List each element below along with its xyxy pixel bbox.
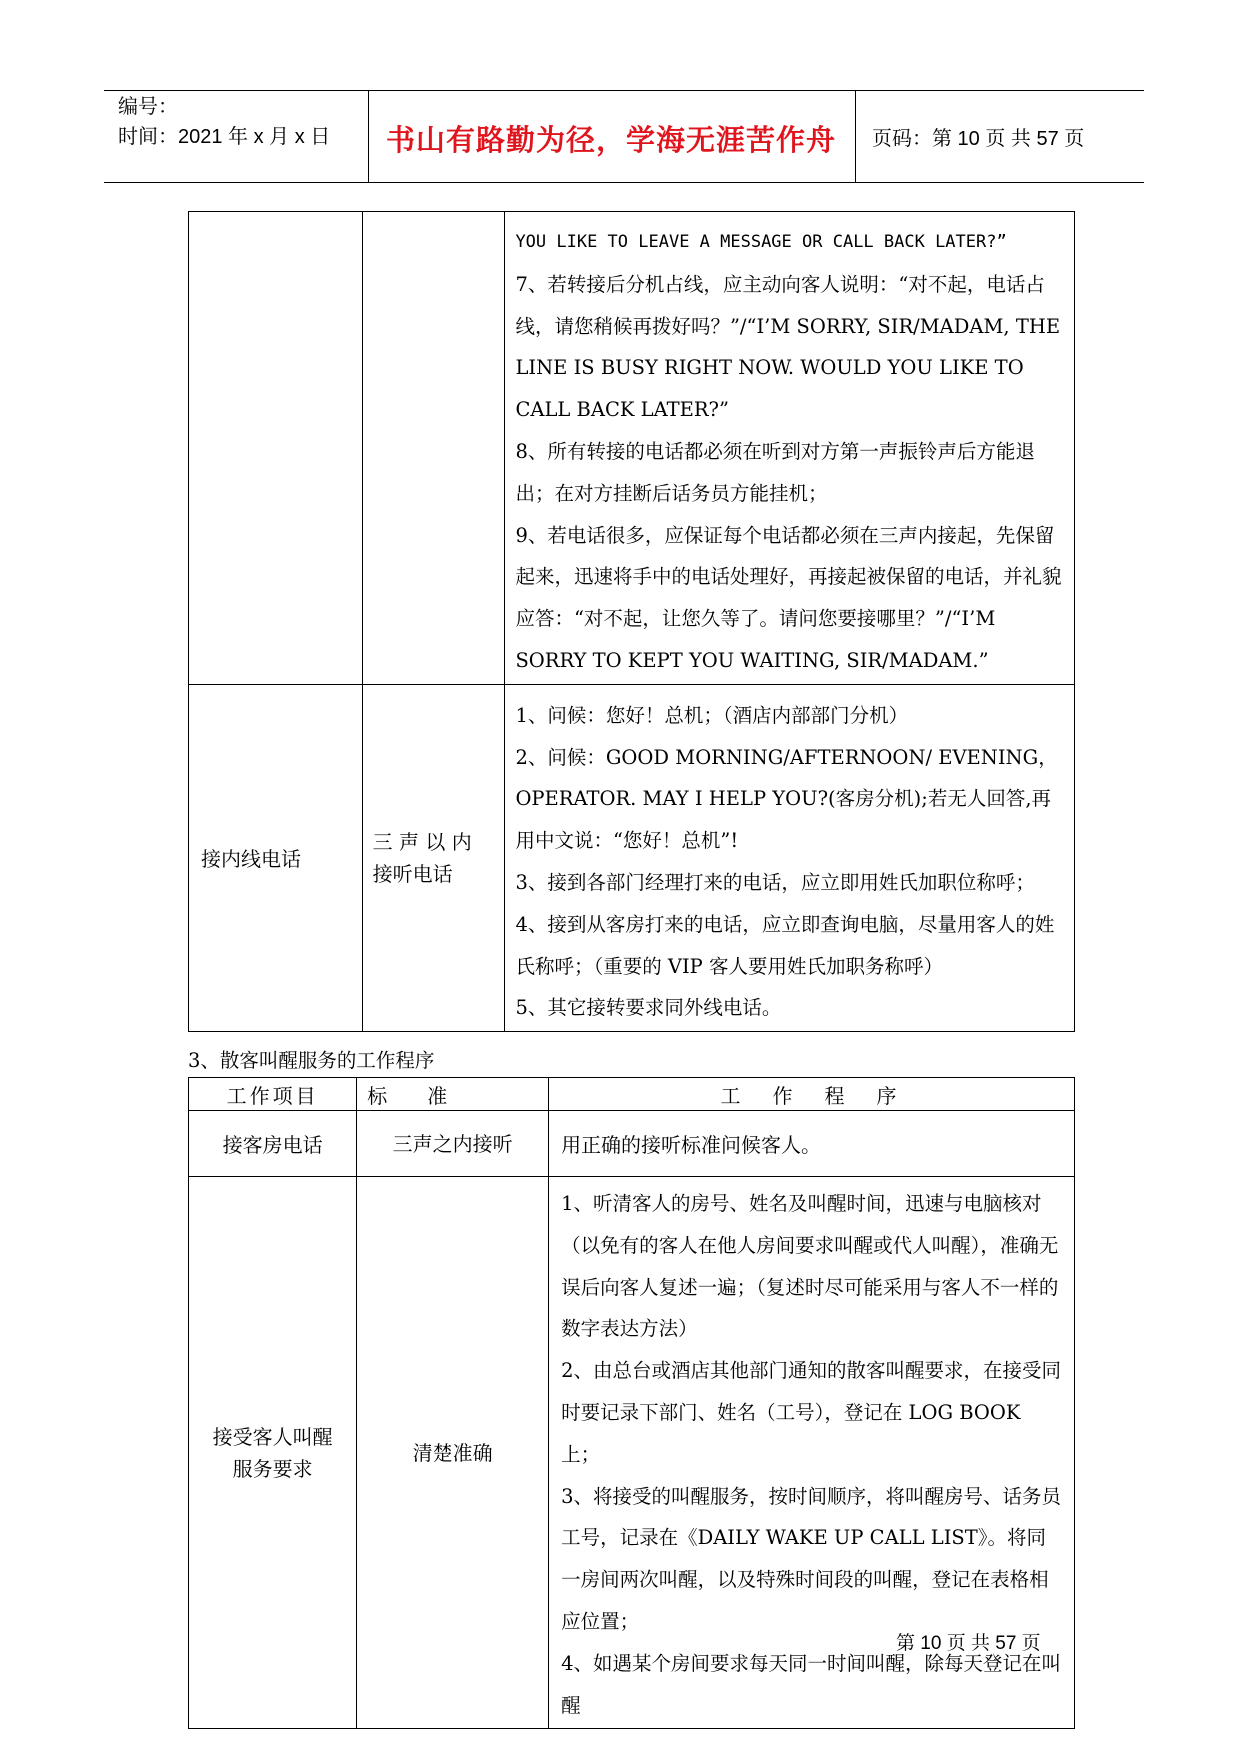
header-label: 标 准: [367, 1083, 448, 1108]
item-cell: [189, 212, 363, 685]
header-divider-right: [855, 90, 856, 182]
procedure-line: 8、所有转接的电话都必须在听到对方第一声振铃声后方能退出；在对方挂断后话务员方能挂机；: [515, 439, 1035, 505]
procedure-line: 9、若电话很多，应保证每个电话都必须在三声内接起，先保留起来，迅速将手中的电话处理好，再接起被保留的电话，并礼貌应答：“对不起，让您久等了。请问您要接哪里？”/“I’M SORRY TO KEPT YOU WAITING, SIR/MADAM.”: [515, 523, 1062, 672]
item-cell: [189, 1177, 357, 1729]
standard-label: 三声之内接听: [392, 1131, 513, 1156]
table-row: [189, 212, 1075, 685]
procedure-line: 1、问候：您好！总机；（酒店内部部门分机）: [515, 703, 909, 727]
serial-label: 编号：: [118, 96, 178, 118]
table-header-row: [189, 1078, 1075, 1111]
header-bottom-rule: [104, 182, 1144, 183]
header-label: 工作项目: [226, 1083, 319, 1108]
procedure-line: 3、将接受的叫醒服务，按时间顺序，将叫醒房号、话务员工号，记录在《DAILY WAKE UP CALL LIST》。将同一房间两次叫醒，以及特殊时间段的叫醒，登记在表格相应位置；: [561, 1484, 1061, 1633]
table-row: [189, 1111, 1075, 1177]
item-cell: [189, 684, 363, 1031]
standard-cell: [357, 1111, 549, 1177]
item-label: 接内线电话: [201, 847, 301, 872]
header-label: 工 作 程 序: [720, 1083, 903, 1108]
section-title: 3、散客叫醒服务的工作程序: [188, 1049, 435, 1072]
table-row: [189, 684, 1075, 1031]
item-label: 接受客人叫醒服务要求: [212, 1424, 333, 1481]
header-meta: [118, 92, 330, 152]
standard-cell: [362, 212, 505, 685]
procedure-table-continued: [188, 211, 1075, 1032]
item-label: 接客房电话: [222, 1133, 323, 1157]
standard-label: 清楚准确: [412, 1440, 493, 1465]
header-cell: [357, 1078, 549, 1111]
procedure-line: 3、接到各部门经理打来的电话，应立即用姓氏加职位称呼；: [515, 870, 1035, 894]
procedure-cell: [505, 212, 1075, 685]
standard-cell: [362, 684, 505, 1031]
standard-label: 三 声 以 内 接听电话: [372, 829, 472, 886]
header-divider-left: [368, 90, 369, 182]
procedure-line: 5、其它接转要求同外线电话。: [515, 996, 782, 1020]
procedure-line: YOU LIKE TO LEAVE A MESSAGE OR CALL BACK LATER?”: [515, 232, 1007, 252]
header-motto: 书山有路勤为径，学海无涯苦作舟: [385, 123, 836, 157]
standard-cell: [357, 1177, 549, 1729]
procedure-line: 2、问候：GOOD MORNING/AFTERNOON/ EVENING，OPERATOR. MAY I HELP YOU?(客房分机);若无人回答,再用中文说：“您好！总机”!: [515, 745, 1058, 853]
header-cell: [549, 1078, 1075, 1111]
procedure-line: 4、接到从客房打来的电话，应立即查询电脑，尽量用客人的姓氏称呼；（重要的 VIP 客人要用姓氏加职务称呼）: [515, 912, 1055, 978]
page-footer: 第 10 页 共 57 页: [896, 1633, 1041, 1654]
procedure-line: 7、若转接后分机占线，应主动向客人说明：“对不起，电话占线，请您稍候再拨好吗？”/“I’M SORRY, SIR/MADAM, THE LINE IS BUSY RIGHT NOW. WOULD YOU LIKE TO CALL BACK LATER?”: [515, 272, 1061, 422]
header-cell: [189, 1078, 357, 1111]
header-page-number: 页码：第 10 页 共 57 页: [872, 128, 1085, 150]
procedure-line: 1、听清客人的房号、姓名及叫醒时间，迅速与电脑核对（以免有的客人在他人房间要求叫醒或代人叫醒），准确无误后向客人复述一遍；（复述时尽可能采用与客人不一样的数字表达方法）: [561, 1192, 1059, 1341]
procedure-line: 用正确的接听标准问候客人。: [561, 1133, 822, 1157]
item-cell: [189, 1111, 357, 1177]
procedure-line: 4、如遇某个房间要求每天同一时间叫醒，除每天登记在叫醒: [561, 1651, 1061, 1717]
procedure-cell: [505, 684, 1075, 1031]
date-label: 时间：2021 年 x 月 x 日: [118, 126, 331, 148]
procedure-line: 2、由总台或酒店其他部门通知的散客叫醒要求，在接受同时要记录下部门、姓名（工号），登记在 LOG BOOK 上；: [561, 1359, 1061, 1466]
header-top-rule: [104, 90, 1144, 91]
procedure-cell: [549, 1111, 1075, 1177]
